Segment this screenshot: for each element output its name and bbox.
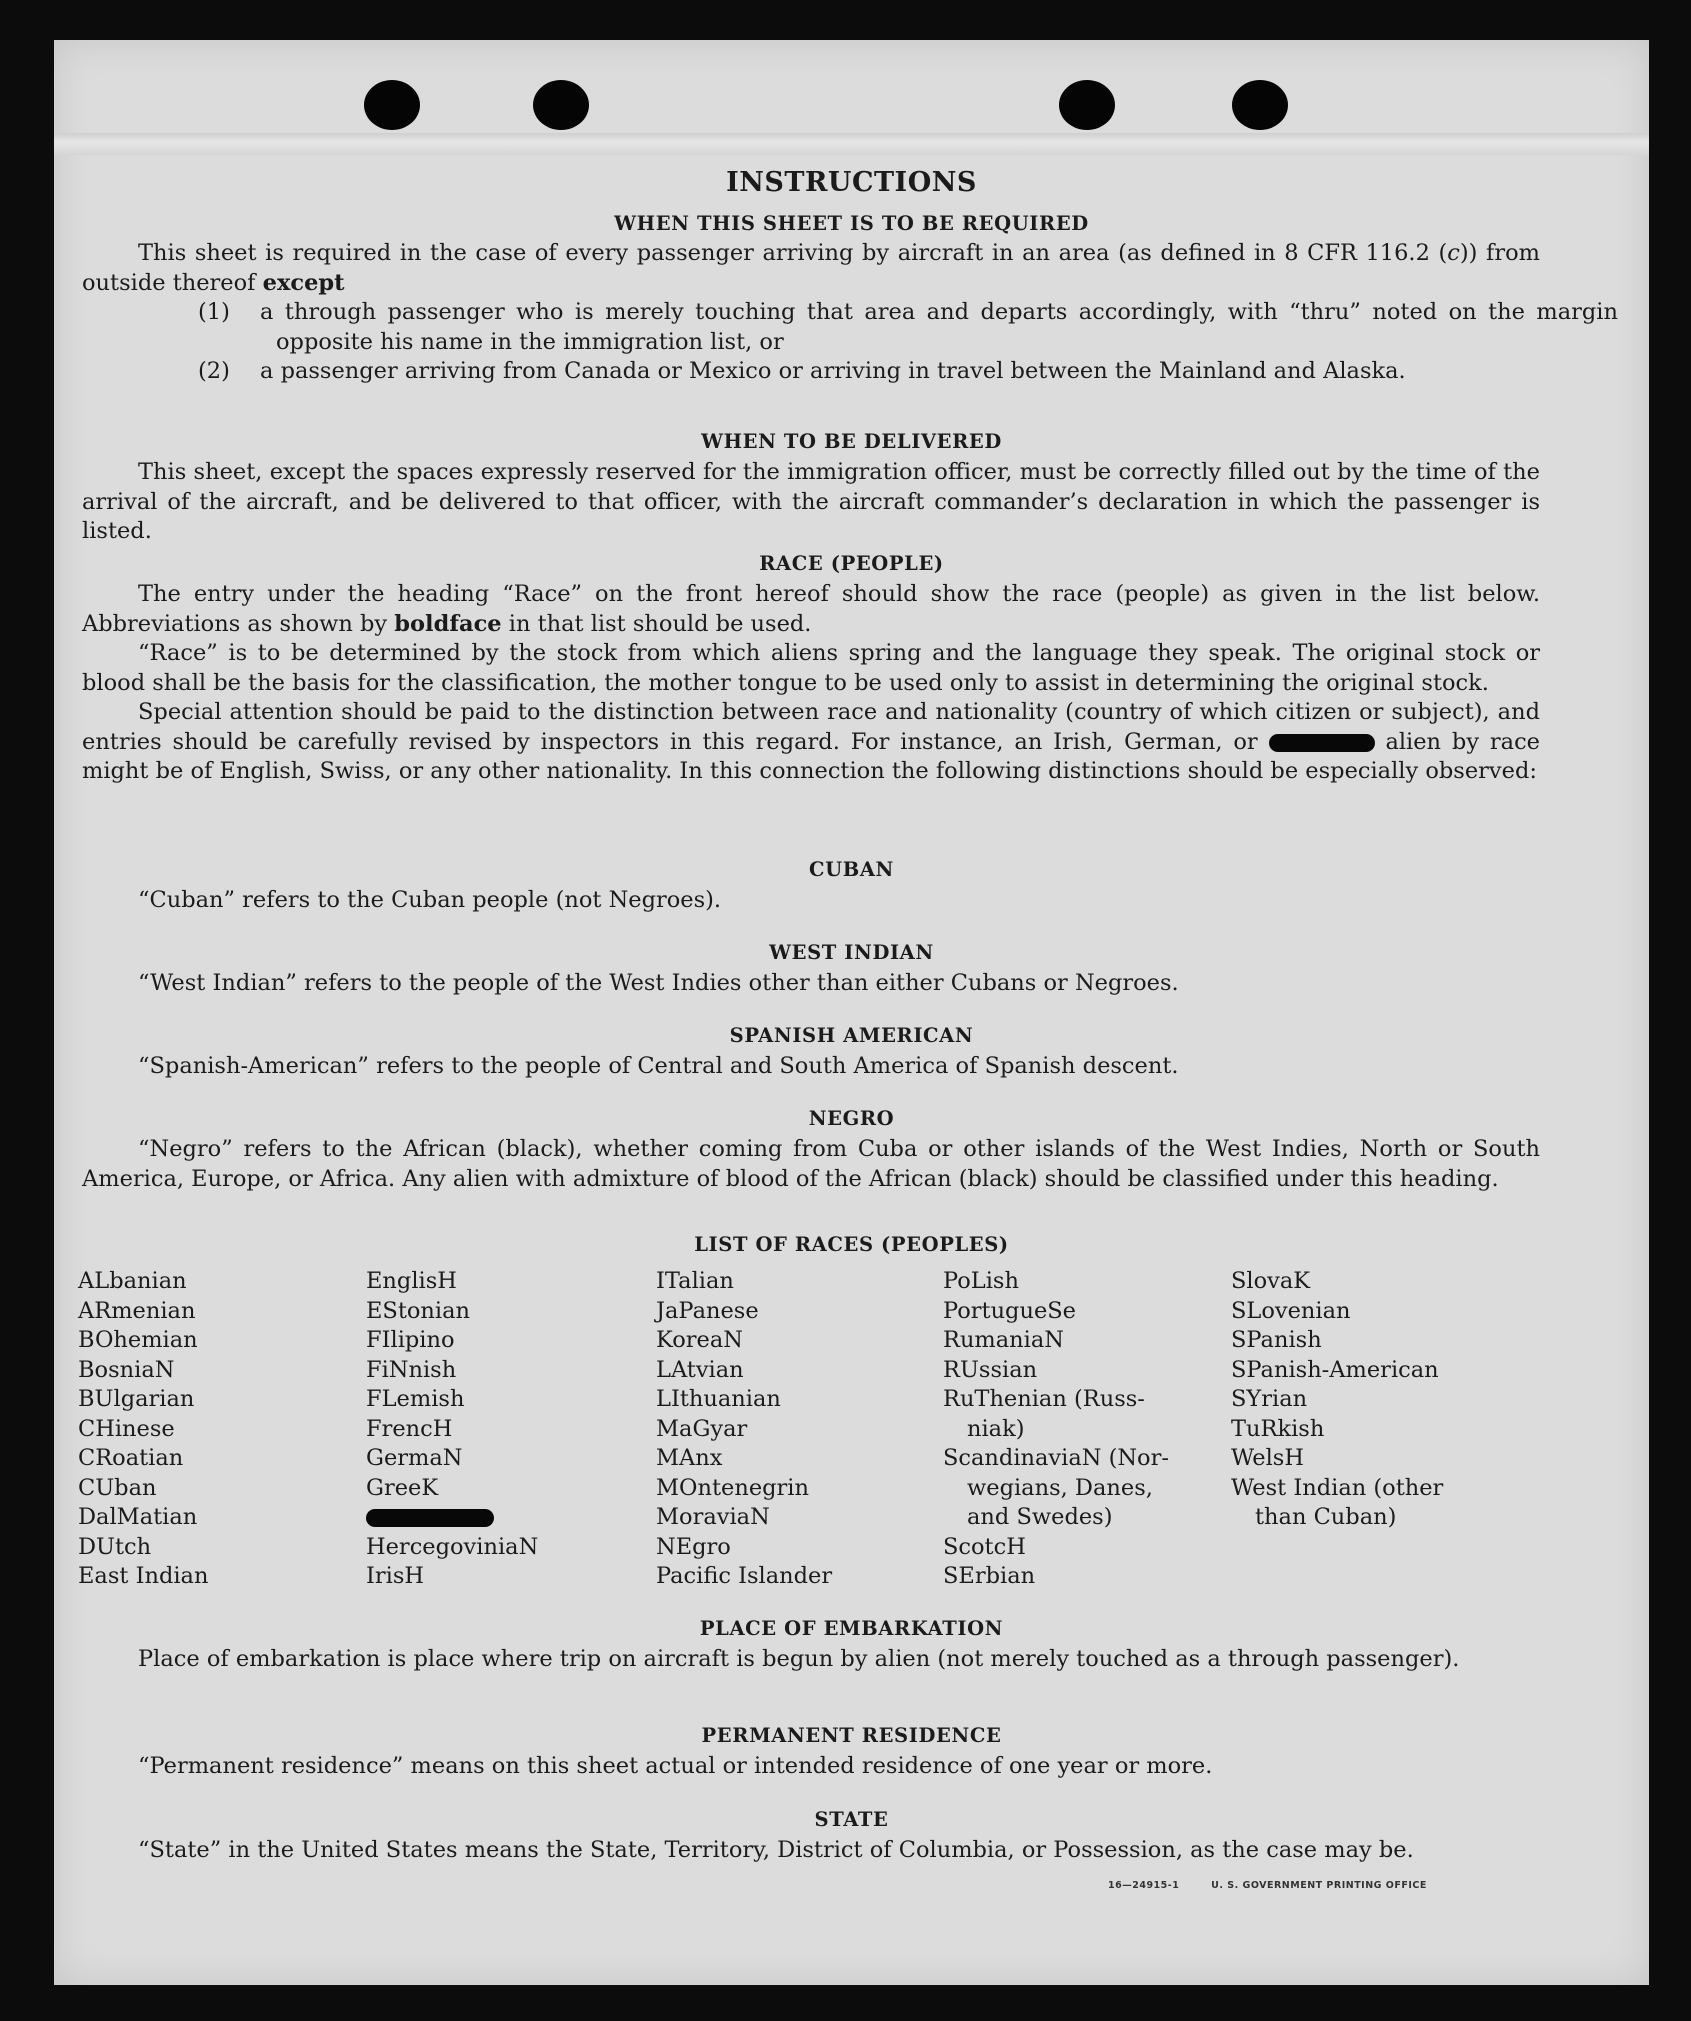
race-entry: WelsH [1231,1445,1304,1471]
race-entry-continued: than Cuban) [1255,1504,1397,1530]
heading-west-indian: WEST INDIAN [769,941,934,964]
race-entry: EStonian [366,1297,471,1324]
punch-hole [364,80,420,130]
punch-hole [533,80,589,130]
race-entry: SlovaK [1231,1268,1311,1294]
race-entry: KoreaN [656,1327,743,1353]
race-entry: MoraviaN [656,1504,770,1530]
race-entry: FIlipino [366,1327,455,1353]
race-entry: ITalian [656,1268,734,1294]
race-entry: SYrian [1231,1386,1308,1412]
heading-race: RACE (PEOPLE) [759,552,944,575]
race-entry: FrencH [366,1415,453,1442]
races-column-1 [78,1267,208,1592]
document-page [54,40,1649,1985]
race-entry: East Indian [78,1563,209,1589]
printer-footer [1108,1880,1455,1891]
race-entry-continued: and Swedes) [967,1504,1113,1530]
negro-text: “Negro” refers to the African (black), whether coming from Cuba or other islands of the West Indies, North or South America, Europe, or Africa. Any alien with admixture of blood of the African (black) should be classified under this heading. [82,1136,1540,1192]
race-entry: GreeK [366,1474,439,1501]
delivered-text: This sheet, except the spaces expressly reserved for the immigration officer, must be correctly filled out by the time of the arrival of the aircraft, and be delivered to that officer, with the aircraft commander’s declaration in which the passenger is listed. [82,459,1540,544]
race-entry: MOntenegrin [656,1474,809,1501]
heading-list-of-races: LIST OF RACES (PEOPLES) [694,1233,1009,1256]
cuban-text: “Cuban” refers to the Cuban people (not Negroes). [138,887,722,913]
race-entry: JaPanese [656,1297,759,1324]
heading-spanish-american: SPANISH AMERICAN [729,1024,974,1047]
required-intro: This sheet is required in the case of every passenger arriving by aircraft in an area (as defined in 8 CFR 116.2 (c)) from outside thereof except [82,240,1540,296]
punch-hole [1232,80,1288,130]
race-entry: PortugueSe [943,1297,1077,1324]
race-entry-continued: niak) [967,1415,1025,1442]
required-item-2: (2) a passenger arriving from Canada or Mexico or arriving in travel between the Mainland and Alaska. [198,358,1406,384]
heading-embarkation: PLACE OF EMBARKATION [699,1617,1004,1640]
heading-permanent-residence: PERMANENT RESIDENCE [701,1724,1002,1747]
races-column-3 [656,1267,832,1592]
heading-state: STATE [814,1808,889,1831]
heading-delivered: WHEN TO BE DELIVERED [701,430,1002,453]
race-entry: Pacific Islander [656,1563,833,1589]
page-fold [54,133,1649,155]
race-entry: BosniaN [78,1356,175,1383]
permanent-residence-text: “Permanent residence” means on this sheet actual or intended residence of one year or more. [138,1753,1213,1779]
races-column-2 [366,1267,538,1592]
race-entry: BOhemian [78,1327,198,1353]
race-entry: HercegoviniaN [366,1533,539,1560]
redaction-mark [366,1509,494,1527]
redaction-mark [1269,734,1375,752]
race-entry: FLemish [366,1386,465,1412]
heading-required: WHEN THIS SHEET IS TO BE REQUIRED [614,212,1089,235]
race-entry: IrisH [366,1563,425,1589]
race-entry: RuThenian (Russ- [943,1386,1145,1412]
race-entry: TuRkish [1231,1415,1325,1442]
race-entry: MAnx [656,1445,723,1471]
race-entry: LAtvian [656,1356,744,1383]
race-entry: GermaN [366,1445,463,1471]
race-entry: SPanish-American [1231,1356,1439,1383]
spanish-american-text: “Spanish-American” refers to the people of Central and South America of Spanish descent. [138,1053,1179,1079]
race-entry: ScotcH [943,1533,1026,1560]
heading-cuban: CUBAN [809,858,894,881]
race-entry: BUlgarian [78,1386,195,1412]
embarkation-text: Place of embarkation is place where trip on aircraft is begun by alien (not merely touched as a through passenger). [138,1646,1460,1672]
race-entry: SErbian [943,1563,1036,1589]
race-entry: ScandinaviaN (Nor- [943,1445,1169,1471]
race-entry: DUtch [78,1533,152,1560]
state-text: “State” in the United States means the State, Territory, District of Columbia, or Possession, as the case may be. [138,1837,1414,1863]
race-entry: ALbanian [78,1268,187,1294]
race-entry: FiNnish [366,1356,457,1383]
printer-name: U. S. GOVERNMENT PRINTING OFFICE [1211,1880,1427,1891]
race-entry: ARmenian [78,1297,196,1324]
race-entry-continued: wegians, Danes, [967,1474,1153,1501]
race-entry: MaGyar [656,1415,748,1442]
race-entry: SLovenian [1231,1297,1351,1324]
race-entry: SPanish [1231,1327,1322,1353]
form-number: 16—24915-1 [1108,1880,1180,1891]
race-entry: NEgro [656,1533,731,1560]
west-indian-text: “West Indian” refers to the people of the West Indies other than either Cubans or Negroes. [138,970,1179,996]
race-entry: CRoatian [78,1445,184,1471]
races-column-4 [943,1267,1169,1592]
race-entry: LIthuanian [656,1386,781,1412]
race-entry: CUban [78,1474,157,1501]
race-entry: EnglisH [366,1268,457,1294]
race-entry: RumaniaN [943,1327,1064,1353]
race-entry: West Indian (other [1231,1474,1444,1501]
punch-hole [1059,80,1115,130]
page-title: INSTRUCTIONS [726,167,977,198]
race-paragraphs: The entry under the heading “Race” on the front hereof should show the race (people) as given in the list below. Abbreviations as shown by boldface in that list should be used. “Race” is to be determined by the stock from which aliens spring and the language they speak. The original stock or blood shall be the basis for the classification, the mother tongue to be used only to assist in determining the original stock. Special attention should be paid to the distinction between race and nationality (country of which citizen or subject), and entries should be carefully revised by inspectors in this regard. For instance, an Irish, German, or alien by race might be of English, Swiss, or any other nationality. In this connection the following distinctions should be especially observed: [82,581,1540,784]
race-entry: PoLish [943,1268,1019,1294]
heading-negro: NEGRO [808,1107,895,1130]
required-item-1: (1) a through passenger who is merely touching that area and departs accordingly, with “thru” noted on the margin opposite his name in the immigration list, or [198,299,1618,355]
race-entry: DalMatian [78,1504,198,1530]
races-column-5 [1231,1267,1443,1533]
race-entry: RUssian [943,1356,1038,1383]
race-entry: CHinese [78,1415,175,1442]
